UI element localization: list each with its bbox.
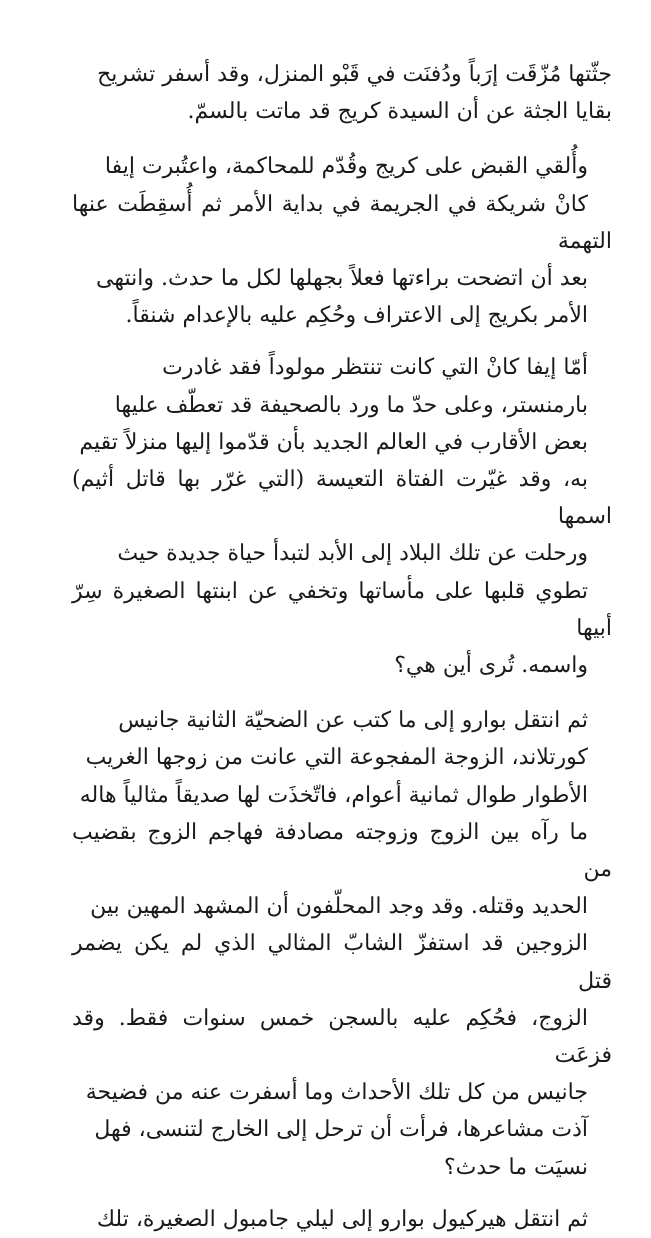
text-line: ثم انتقل هيركيول بوارو إلى ليلي جامبول الصغيرة، تلك	[96, 1206, 588, 1232]
paragraph-1	[72, 56, 612, 130]
text-line: كانْ شريكة في الجريمة في بداية الأمر ثم أُسقِطَت عنها التهمة	[72, 191, 612, 254]
text-line: بعد أن اتضحت براءتها فعلاً بجهلها لكل ما حدث. وانتهى	[96, 266, 588, 292]
text-line: تطوي قلبها على مأساتها وتخفي عن ابنتها الصغيرة سِرّ أبيها	[72, 578, 612, 641]
text-line: نسيَت ما حدث؟	[444, 1154, 588, 1180]
text-line: جانيس من كل تلك الأحداث وما أسفرت عنه من فضيحة	[85, 1080, 588, 1106]
text-line: ما رآه بين الزوج وزوجته مصادفة فهاجم الزوج بقضيب من	[72, 819, 612, 883]
text-line: الزوجين قد استفزّ الشابّ المثالي الذي لم يكن يضمر قتل	[72, 931, 612, 994]
text-line: آذت مشاعرها، فرأت أن ترحل إلى الخارج لتنسى، فهل	[94, 1117, 588, 1143]
text-line: ثم انتقل بوارو إلى ما كتب عن الضحيّة الثانية جانيس	[118, 708, 588, 734]
text-line: بارمنستر، وعلى حدّ ما ورد بالصحيفة قد تعطّف عليها	[114, 392, 588, 418]
paragraph-5	[72, 1201, 612, 1238]
text-line: بقايا الجثة عن أن السيدة كريج قد ماتت بالسمّ.	[187, 99, 612, 125]
text-line: به، وقد غيّرت الفتاة التعيسة (التي غرّر بها قاتل أثيم) اسمها	[72, 467, 612, 530]
text-line: الحديد وقتله. وقد وجد المحلّفون أن المشهد المهين بين	[90, 894, 588, 920]
text-line: كورتلاند، الزوجة المفجوعة التي عانت من زوجها الغريب	[85, 745, 588, 771]
paragraph-4	[72, 702, 612, 1186]
text-line: الزوج، فحُكِم عليه بالسجن خمس سنوات فقط. وقد فزعَت	[72, 1005, 612, 1069]
text-line: الأطوار طوال ثمانية أعوام، فاتّخذَت لها صديقاً مثالياً هاله	[79, 782, 588, 808]
text-line: أمّا إيفا كانْ التي كانت تنتظر مولوداً فقد غادرت	[162, 355, 588, 381]
paragraph-2	[72, 148, 612, 334]
text-line: واسمه. تُرى أين هي؟	[394, 653, 588, 679]
text-line: جثّتها مُزّقَت إرَباً ودُفنَت في قَبْو المنزل، وقد أسفر تشريح	[97, 62, 612, 87]
text-line: بعض الأقارب في العالم الجديد بأن قدّموا إليها منزلاً تقيم	[79, 429, 588, 455]
text-line: وأُلقي القبض على كريج وقُدّم للمحاكمة، واعتُبرت إيفا	[104, 154, 588, 180]
text-line: ورحلت عن تلك البلاد إلى الأبد لتبدأ حياة جديدة حيث	[117, 541, 588, 567]
book-page	[72, 56, 612, 1238]
text-line: الأمر بكريج إلى الاعتراف وحُكِم عليه بالإعدام شنقاً.	[125, 303, 588, 329]
paragraph-3	[72, 349, 612, 684]
